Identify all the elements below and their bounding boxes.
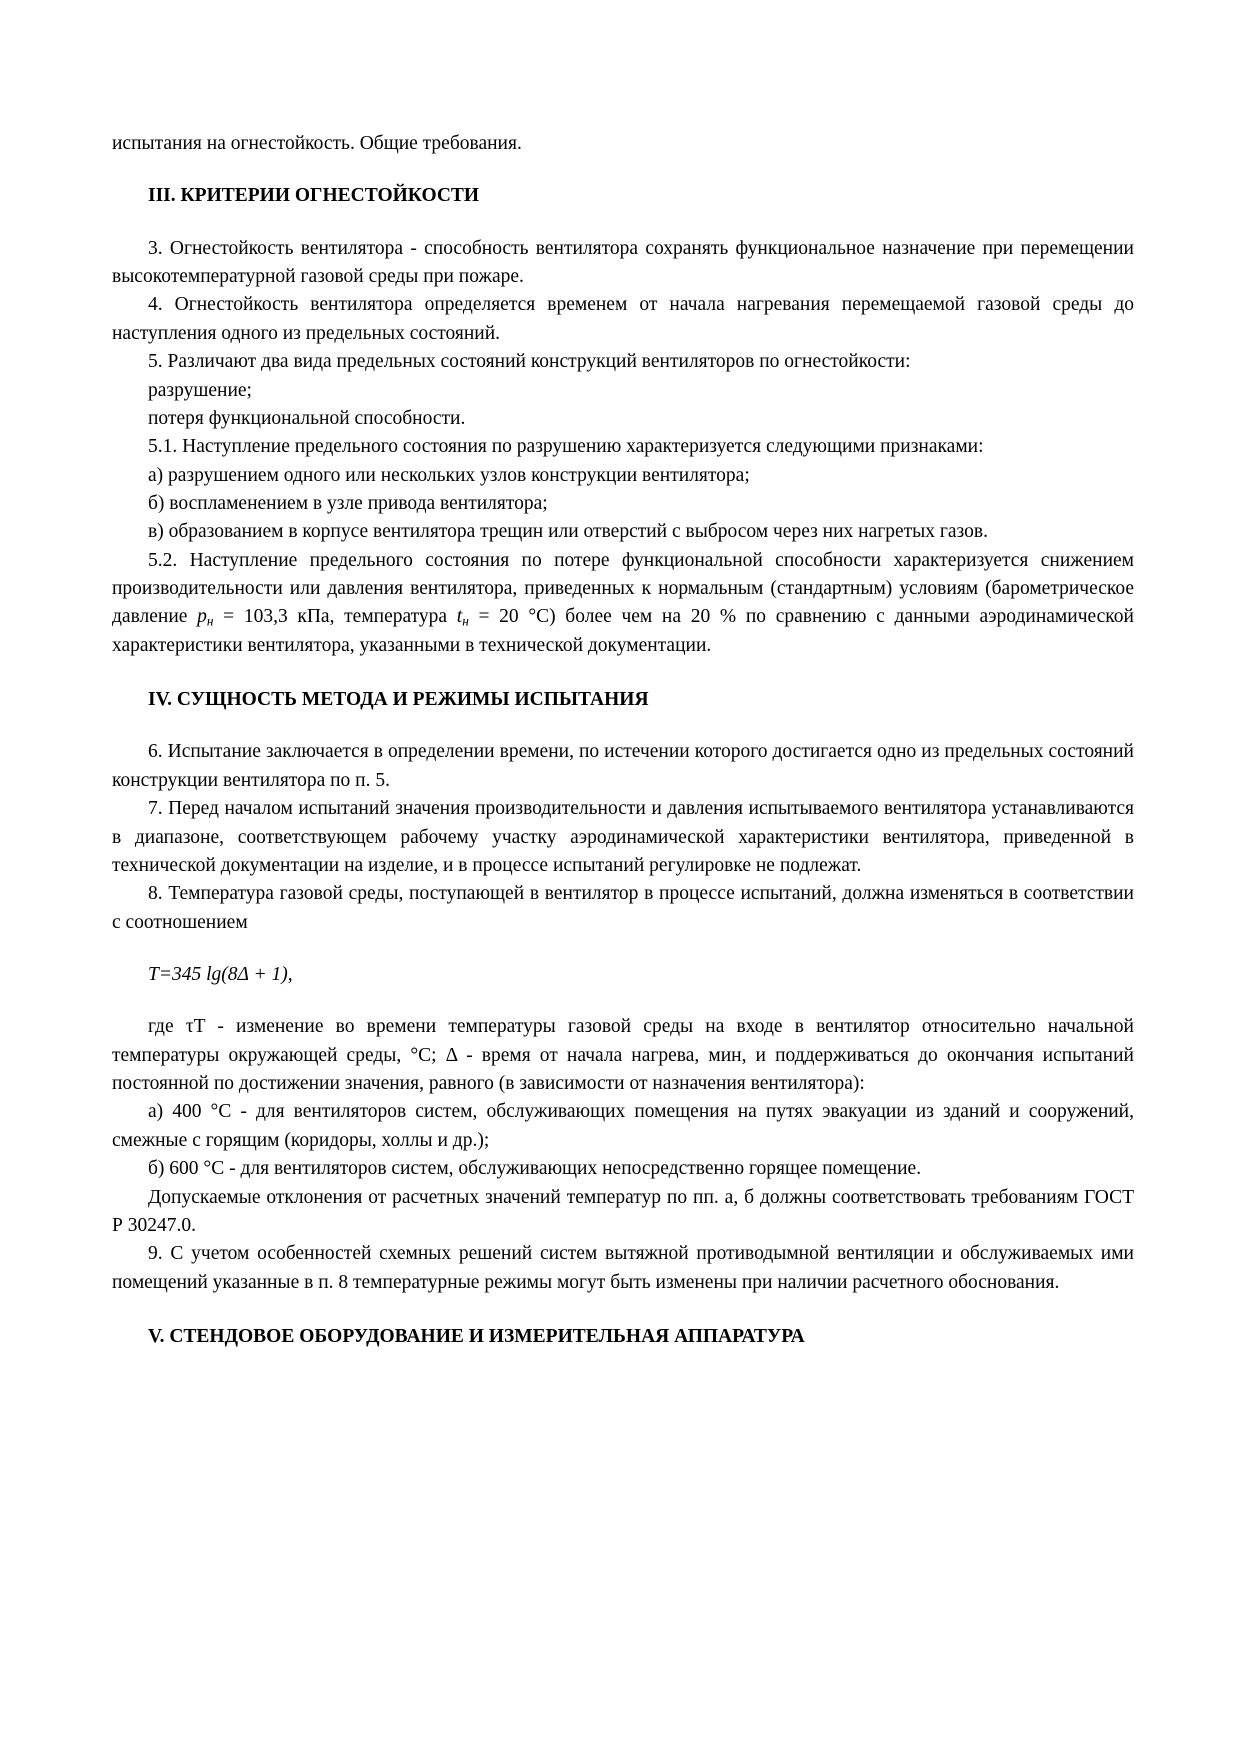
paragraph-7: 7. Перед началом испытаний значения производительности и давления испытываемого вентилятора устанавливаются в диапазоне, соответствующем рабочему участку аэродинамической характеристики вентилятора, приведенной в технической документации на изделие, и в процессе испытаний регулировке не подлежат. — [112, 798, 1134, 876]
spacer — [112, 714, 1134, 738]
paragraph-5-1-b: б) воспламенением в узле привода вентилятора; — [148, 492, 548, 514]
paragraph-5-item-2: потеря функциональной способности. — [148, 407, 466, 429]
paragraph-formula-explanation: где τT - изменение во времени температуры газовой среды на входе в вентилятор относительно начальной температуры окружающей среды, °С; Δ - время от начала нагрева, мин, и поддерживаться до окончания испытаний постоянной по достижении значения, равного (в зависимости от назначения вентилятора): — [112, 1016, 1134, 1095]
paragraph-5-item-1: разрушение; — [148, 379, 252, 401]
paragraph-5-1-a: а) разрушением одного или нескольких узлов конструкции вентилятора; — [148, 464, 750, 486]
section-heading-iii: III. КРИТЕРИИ ОГНЕСТОЙКОСТИ — [148, 185, 480, 207]
paragraph-9: 9. С учетом особенностей схемных решений систем вытяжной противодымной вентиляции и обслуживаемых ими помещений указанные в п. 8 температурные режимы могут быть изменены при наличии расчетного обоснования. — [112, 1243, 1134, 1293]
section-heading-iv: IV. СУЩНОСТЬ МЕТОДА И РЕЖИМЫ ИСПЫТАНИЯ — [148, 689, 649, 711]
spacer — [112, 937, 1134, 961]
temperature-formula: T=345 lg(8Δ + 1), — [148, 963, 293, 985]
section-heading-v: V. СТЕНДОВОЕ ОБОРУДОВАНИЕ И ИЗМЕРИТЕЛЬНАЯ АППАРАТУРА — [148, 1325, 805, 1347]
paragraph-5-1-v: в) образованием в корпусе вентилятора трещин или отверстий с выбросом через них нагретых газов. — [148, 521, 988, 543]
paragraph-4: 4. Огнестойкость вентилятора определяется временем от начала нагревания перемещаемой газовой среды до наступления одного из предельных состояний. — [112, 294, 1134, 344]
spacer — [112, 211, 1134, 235]
paragraph-8-a: а) 400 °С - для вентиляторов систем, обслуживающих помещения на путях эвакуации из зданий и сооружений, смежные с горящим (коридоры, холлы и др.); — [112, 1101, 1134, 1151]
paragraph-tolerances: Допускаемые отклонения от расчетных значений температур по пп. а, б должны соответствовать требованиям ГОСТ Р 30247.0. — [112, 1186, 1134, 1236]
spacer — [112, 660, 1134, 686]
paragraph-3: 3. Огнестойкость вентилятора - способность вентилятора сохранять функциональное назначение при перемещении высокотемпературной газовой среды при пожаре. — [112, 237, 1134, 288]
paragraph-8: 8. Температура газовой среды, поступающей в вентилятор в процессе испытаний, должна изменяться в соответствии с соотношением — [112, 883, 1134, 933]
paragraph-5-2-after: = 20 °С) более чем на 20 % по сравнению с данными аэродинамической характеристики вентилятора, указанными в технической документации. — [112, 606, 1134, 656]
paragraph-5-2 — [112, 547, 1134, 660]
temperature-symbol: t — [456, 606, 463, 628]
paragraph-6: 6. Испытание заключается в определении времени, по истечении которого достигается одно из предельных состояний конструкции вентилятора по п. 5. — [112, 741, 1134, 791]
paragraph-8-b: б) 600 °С - для вентиляторов систем, обслуживающих непосредственно горящее помещение. — [148, 1158, 922, 1180]
paragraph-5-1: 5.1. Наступление предельного состояния по разрушению характеризуется следующими признаками: — [148, 436, 984, 458]
continuation-line: испытания на огнестойкость. Общие требования. — [112, 133, 522, 154]
spacer — [112, 989, 1134, 1013]
document-body — [112, 130, 1134, 1351]
paragraph-5-2-before: 5.2. Наступление предельного состояния по потере функциональной способности характеризуется снижением производительности или давления вентилятора, приведенных к нормальным (стандартным) условиям (барометрическое давление — [112, 549, 1134, 628]
paragraph-5: 5. Различают два вида предельных состояний конструкций вентиляторов по огнестойкости: — [148, 351, 911, 373]
temperature-subscript: н — [462, 613, 469, 629]
pressure-subscript: н — [206, 613, 214, 629]
spacer — [112, 158, 1134, 182]
paragraph-5-2-middle: = 103,3 кПа, температура — [213, 606, 457, 628]
pressure-symbol: p — [197, 606, 207, 628]
spacer — [112, 1297, 1134, 1323]
